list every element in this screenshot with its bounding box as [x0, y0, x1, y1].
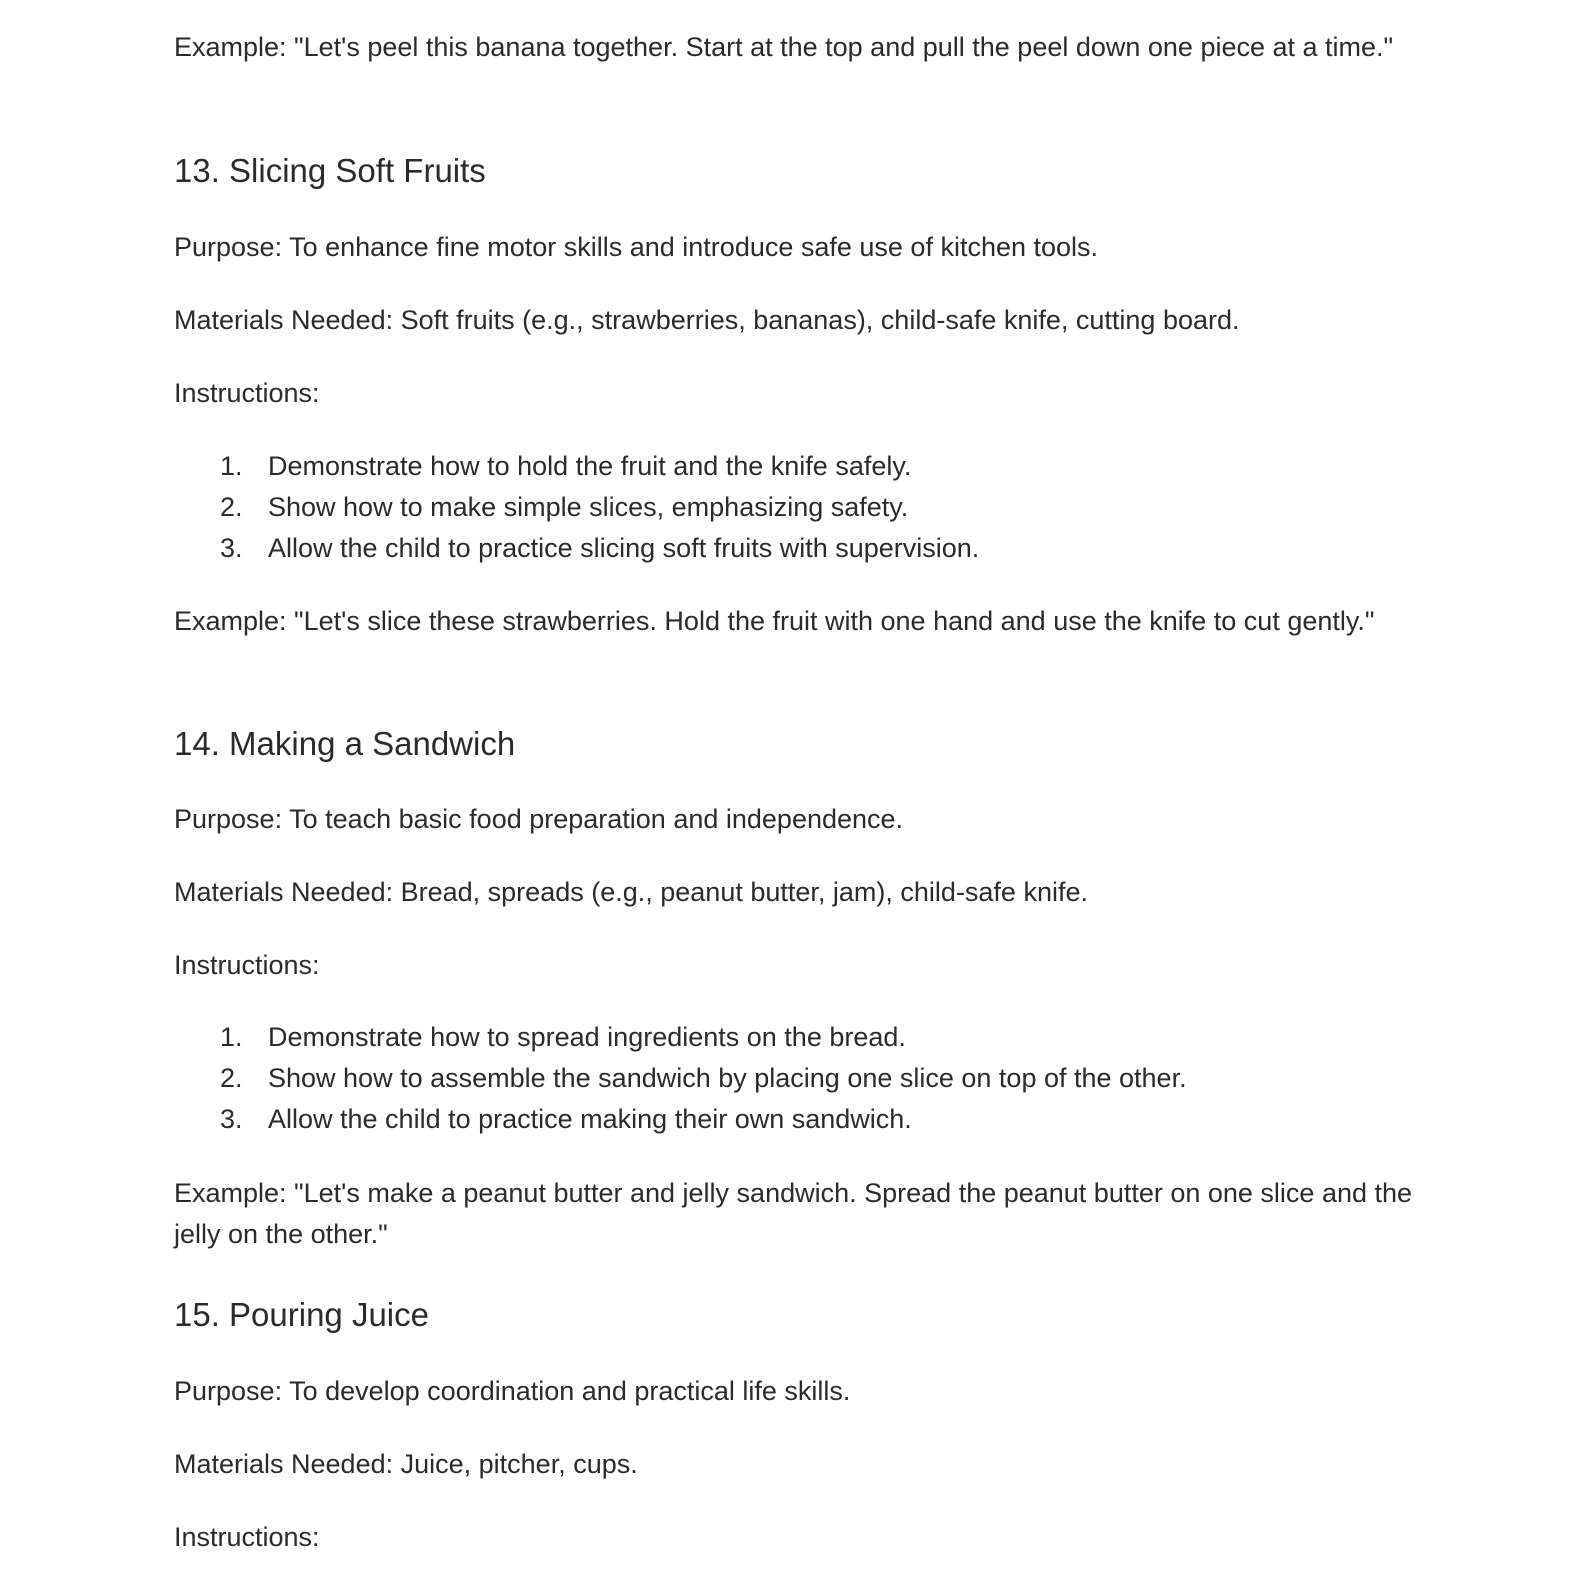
list-item-text: Show how to make simple slices, emphasizing safety. — [268, 492, 909, 522]
list-number: 1. — [220, 1022, 243, 1052]
materials-text: Materials Needed: Bread, spreads (e.g., peanut butter, jam), child-safe knife. — [174, 877, 1088, 907]
list-item-text: Show how to assemble the sandwich by placing one slice on top of the other. — [268, 1063, 1187, 1093]
list-number: 2. — [220, 1063, 243, 1093]
list-item — [174, 1099, 1414, 1140]
materials-text: Materials Needed: Soft fruits (e.g., strawberries, bananas), child-safe knife, cutting board. — [174, 305, 1240, 335]
list-number: 3. — [220, 1104, 243, 1134]
instructions-label: Instructions: — [174, 378, 320, 408]
list-item — [174, 1017, 1414, 1058]
purpose-text: Purpose: To teach basic food preparation and independence. — [174, 804, 904, 834]
purpose-text: Purpose: To enhance fine motor skills and introduce safe use of kitchen tools. — [174, 232, 1099, 262]
list-item-text: Allow the child to practice making their own sandwich. — [268, 1104, 912, 1134]
section-heading: 15. Pouring Juice — [174, 1296, 429, 1333]
list-number: 2. — [220, 492, 243, 522]
instructions-label: Instructions: — [174, 1522, 320, 1552]
list-item — [174, 528, 1414, 569]
section-heading: 13. Slicing Soft Fruits — [174, 152, 486, 189]
list-number: 3. — [220, 533, 243, 563]
list-item — [174, 1058, 1414, 1099]
instruction-list — [174, 1017, 1414, 1140]
example-text: Example: "Let's slice these strawberries. Hold the fruit with one hand and use the knife to cut gently." — [174, 606, 1375, 636]
list-item-text: Demonstrate how to hold the fruit and the knife safely. — [268, 451, 912, 481]
purpose-text: Purpose: To develop coordination and practical life skills. — [174, 1376, 851, 1406]
section-heading: 14. Making a Sandwich — [174, 725, 516, 762]
materials-text: Materials Needed: Juice, pitcher, cups. — [174, 1449, 638, 1479]
instructions-label: Instructions: — [174, 950, 320, 980]
list-item-text: Allow the child to practice slicing soft fruits with supervision. — [268, 533, 980, 563]
list-number: 1. — [220, 451, 243, 481]
list-item — [174, 446, 1414, 487]
instruction-list — [174, 446, 1414, 569]
list-item — [174, 487, 1414, 528]
example-text: Example: "Let's make a peanut butter and jelly sandwich. Spread the peanut butter on one slice and the jelly on the other." — [174, 1178, 1413, 1249]
example-text: Example: "Let's peel this banana together. Start at the top and pull the peel down one piece at a time." — [174, 32, 1394, 62]
list-item-text: Demonstrate how to spread ingredients on the bread. — [268, 1022, 906, 1052]
